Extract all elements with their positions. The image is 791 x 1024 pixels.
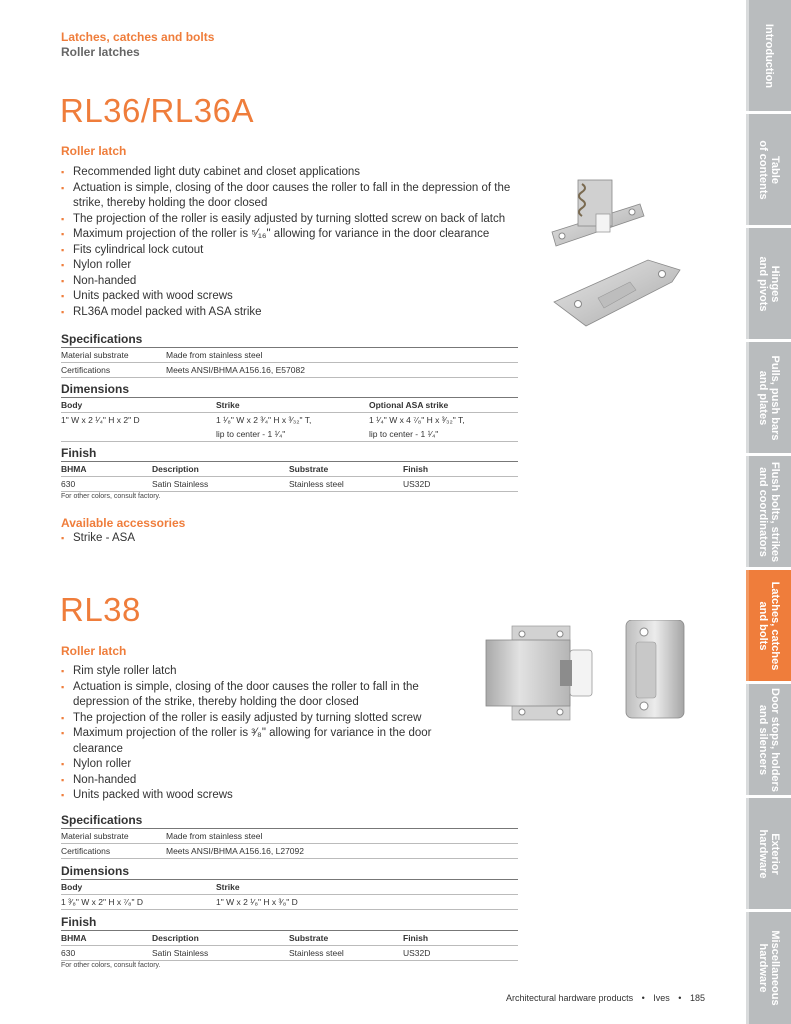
rl36-dim-title: Dimensions xyxy=(61,382,130,396)
rl38-note: For other colors, consult factory. xyxy=(61,962,161,969)
finish-cell: Satin Stainless xyxy=(152,948,209,958)
page-footer: Architectural hardware products • Ives • 185 xyxy=(506,993,705,1003)
col-header: Description xyxy=(152,464,199,474)
table-row xyxy=(61,931,518,946)
list-item: ▪ Units packed with wood screws xyxy=(61,289,521,305)
dim-cell: lip to center - 1 ¹⁄₄" xyxy=(216,429,286,439)
list-item: ▪ Rim style roller latch xyxy=(61,664,461,680)
footer-text: Architectural hardware products xyxy=(506,993,634,1003)
rl38-feature-list xyxy=(61,664,461,804)
tab-exterior-hardware[interactable] xyxy=(746,798,791,909)
tab-label: Exterior hardware xyxy=(756,829,781,878)
list-item: ▪ Strike - ASA xyxy=(61,531,361,547)
rl38-finish-table xyxy=(61,930,518,961)
table-row xyxy=(61,427,518,442)
spec-label: Certifications xyxy=(61,846,111,856)
rl38-dim-table xyxy=(61,879,518,910)
tab-hinges-and-pivots[interactable] xyxy=(746,228,791,339)
table-row xyxy=(61,348,518,363)
rl38-model-title: RL38 xyxy=(60,591,141,628)
tab-label: Latches, catches and bolts xyxy=(756,581,781,670)
list-item: ▪ Units packed with wood screws xyxy=(61,788,461,804)
tab-pulls-push-bars[interactable] xyxy=(746,342,791,453)
tab-table-of-contents[interactable] xyxy=(746,114,791,225)
spec-value: Meets ANSI/BHMA A156.16, E57082 xyxy=(166,365,305,375)
tab-introduction[interactable] xyxy=(746,0,791,111)
table-row xyxy=(61,462,518,477)
list-item: ▪ Non-handed xyxy=(61,274,521,290)
tab-label: Table of contents xyxy=(756,139,781,200)
rl36-note: For other colors, consult factory. xyxy=(61,493,161,500)
col-header: BHMA xyxy=(61,933,87,943)
dim-cell: 1" W x 2 ¹⁄₄" H x 2" D xyxy=(61,415,140,425)
col-header: Finish xyxy=(403,933,429,943)
tab-label: Door stops, holders and silencers xyxy=(756,687,781,792)
tab-label: Introduction xyxy=(762,23,775,88)
list-item: ▪ The projection of the roller is easily adjusted by turning slotted screw xyxy=(61,711,461,727)
rl36-spec-table xyxy=(61,347,518,378)
dim-cell xyxy=(61,427,216,442)
col-header: Substrate xyxy=(289,464,329,474)
rl36-finish-table xyxy=(61,461,518,492)
rl36-type: Roller latch xyxy=(61,144,127,158)
rl38-finish-title: Finish xyxy=(61,915,97,929)
page-number: 185 xyxy=(689,993,705,1003)
rl36-accessory-list xyxy=(61,531,361,547)
list-item: ▪ Nylon roller xyxy=(61,757,461,773)
finish-cell: 630 xyxy=(61,948,76,958)
spec-label: Certifications xyxy=(61,365,111,375)
rl36-accessories-title: Available accessories xyxy=(61,516,186,530)
category-title: Latches, catches and bolts xyxy=(61,30,215,44)
table-row xyxy=(61,880,518,895)
col-header: Substrate xyxy=(289,933,329,943)
rl36-feature-list xyxy=(61,165,521,320)
finish-cell: US32D xyxy=(403,948,431,958)
col-header: Optional ASA strike xyxy=(369,400,449,410)
table-row xyxy=(61,363,518,378)
dim-cell: 1 ¹⁄₄" W x 4 ⁷⁄₈" H x ³⁄₃₂" T, xyxy=(369,415,465,425)
dim-cell: lip to center - 1 ¹⁄₄" xyxy=(369,429,439,439)
table-row xyxy=(61,829,518,844)
finish-cell: 630 xyxy=(61,479,76,489)
table-row xyxy=(61,895,518,910)
spec-value: Made from stainless steel xyxy=(166,831,263,841)
finish-cell: US32D xyxy=(403,479,431,489)
dim-cell: 1 ³⁄₈" W x 2" H x ⁷⁄₈" D xyxy=(61,897,143,907)
list-item: ▪ Maximum projection of the roller is ³⁄₈" allowing for variance in the door clearance xyxy=(61,726,461,757)
list-item: ▪ Nylon roller xyxy=(61,258,521,274)
tab-miscellaneous-hardware[interactable] xyxy=(746,912,791,1024)
spec-label: Material substrate xyxy=(61,350,129,360)
tab-latches-catches[interactable] xyxy=(746,570,791,681)
rl38-type: Roller latch xyxy=(61,644,127,658)
table-row xyxy=(61,844,518,859)
list-item: ▪ Maximum projection of the roller is ⁵⁄₁₆" allowing for variance in the door clearance xyxy=(61,227,521,243)
list-item: ▪ RL36A model packed with ASA strike xyxy=(61,305,521,321)
rl36-spec-title: Specifications xyxy=(61,332,143,346)
col-header: BHMA xyxy=(61,464,87,474)
list-item: ▪ Actuation is simple, closing of the door causes the roller to fall in the depression of the strike, thereby holding the door closed xyxy=(61,181,521,212)
list-item: ▪ Recommended light duty cabinet and closet applications xyxy=(61,165,521,181)
list-item: ▪ The projection of the roller is easily adjusted by turning slotted screw on back of latch xyxy=(61,212,521,228)
table-row xyxy=(61,398,518,413)
col-header: Strike xyxy=(216,882,240,892)
spec-label: Material substrate xyxy=(61,831,129,841)
rl36-product-image xyxy=(540,170,690,350)
spec-value: Made from stainless steel xyxy=(166,350,263,360)
dim-cell: 1" W x 2 ¹⁄₈" H x ³⁄₈" D xyxy=(216,897,298,907)
col-header: Strike xyxy=(216,400,240,410)
table-row xyxy=(61,413,518,428)
tab-door-stops[interactable] xyxy=(746,684,791,795)
rl36-model-title: RL36/RL36A xyxy=(60,92,254,129)
list-item: ▪ Actuation is simple, closing of the door causes the roller to fall in the depression of the strike, thereby holding the door closed xyxy=(61,680,461,711)
rl38-dim-title: Dimensions xyxy=(61,864,130,878)
tab-label: Hinges and pivots xyxy=(756,255,781,312)
rl38-spec-table xyxy=(61,828,518,859)
rl36-dim-table xyxy=(61,397,518,442)
list-item: ▪ Fits cylindrical lock cutout xyxy=(61,243,521,259)
spec-value: Meets ANSI/BHMA A156.16, L27092 xyxy=(166,846,304,856)
rl38-spec-title: Specifications xyxy=(61,813,143,827)
tab-label: Miscellaneous hardware xyxy=(756,930,781,1006)
footer-brand: Ives xyxy=(653,993,670,1003)
col-header: Finish xyxy=(403,464,429,474)
list-item: ▪ Non-handed xyxy=(61,773,461,789)
table-row xyxy=(61,477,518,492)
col-header: Body xyxy=(61,400,83,410)
finish-cell: Satin Stainless xyxy=(152,479,209,489)
subcategory-title: Roller latches xyxy=(61,45,140,59)
table-row xyxy=(61,946,518,961)
tab-flush-bolts[interactable] xyxy=(746,456,791,567)
finish-cell: Stainless steel xyxy=(289,479,344,489)
tab-label: Flush bolts, strikes and coordinators xyxy=(756,461,781,562)
finish-cell: Stainless steel xyxy=(289,948,344,958)
rl38-product-image xyxy=(482,620,692,725)
rl36-finish-title: Finish xyxy=(61,446,97,460)
tab-label: Pulls, push bars and plates xyxy=(756,355,781,440)
col-header: Body xyxy=(61,882,83,892)
dim-cell: 1 ¹⁄₈" W x 2 ³⁄₄" H x ³⁄₃₂" T, xyxy=(216,415,312,425)
col-header: Description xyxy=(152,933,199,943)
